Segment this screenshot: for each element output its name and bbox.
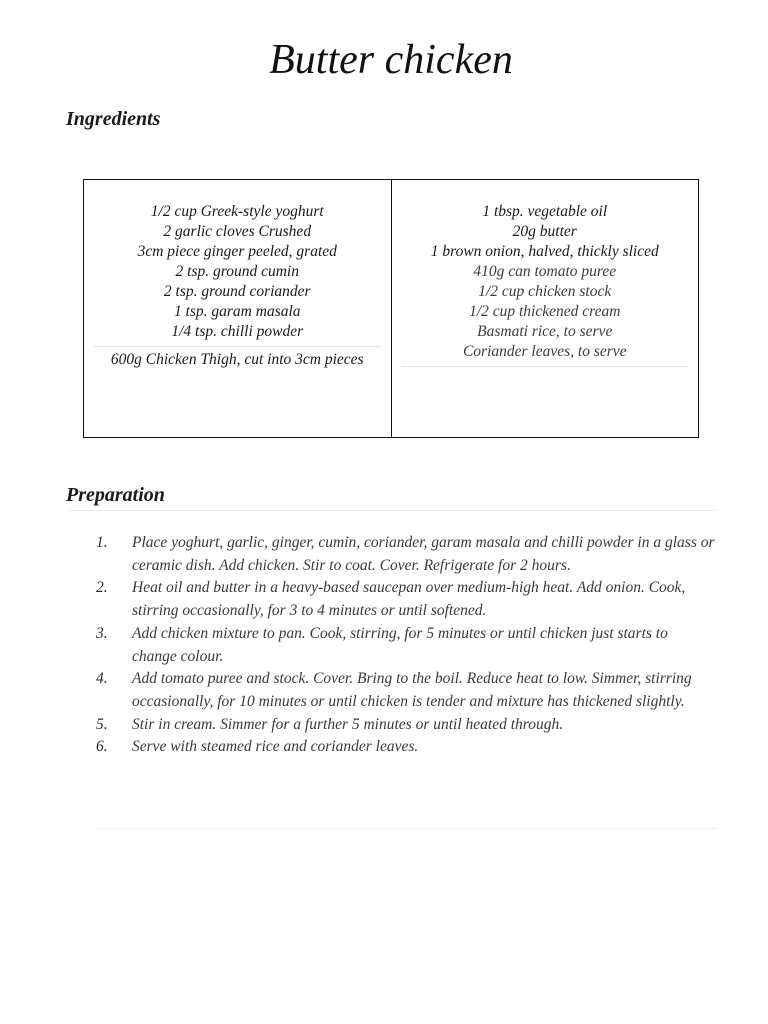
step-item <box>96 532 716 577</box>
divider <box>402 366 689 367</box>
ingredient-item: 3cm piece ginger peeled, grated <box>137 243 337 260</box>
step-text: Serve with steamed rice and coriander leaves. <box>132 738 419 756</box>
ingredient-item: 1 tsp. garam masala <box>173 303 301 320</box>
ingredient-item: 1/2 cup Greek-style yoghurt <box>150 203 324 220</box>
step-item <box>96 623 716 668</box>
ingredient-item-chicken: 600g Chicken Thigh, cut into 3cm pieces <box>94 346 381 370</box>
ingredient-item: 2 garlic cloves Crushed <box>163 223 312 240</box>
step-text: Stir in cream. Simmer for a further 5 minutes or until heated through. <box>132 715 564 733</box>
divider <box>66 510 717 511</box>
ingredients-column-left <box>84 180 392 437</box>
step-item <box>96 714 716 737</box>
step-text: Add tomato puree and stock. Cover. Bring to the boil. Reduce heat to low. Simmer, stirring occasionally, for 10 minutes or until chicken is tender and mixture has thickened slightly. <box>132 670 692 710</box>
step-text: Heat oil and butter in a heavy-based saucepan over medium-high heat. Add onion. Cook, stirring occasionally, for 3 to 4 minutes or until softened. <box>132 579 686 620</box>
ingredient-item: 1 tbsp. vegetable oil <box>482 203 608 220</box>
step-item <box>96 736 716 759</box>
ingredient-item: Basmati rice, to serve <box>477 323 613 340</box>
ingredients-column-right <box>392 180 699 437</box>
ingredients-heading: Ingredients <box>66 108 161 130</box>
step-item <box>96 668 716 713</box>
ingredient-item: 20g butter <box>512 223 577 240</box>
ingredient-item: 1/2 cup thickened cream <box>469 303 621 320</box>
preparation-steps <box>96 532 716 759</box>
page-title: Butter chicken <box>269 37 513 83</box>
divider <box>96 828 717 829</box>
ingredients-table <box>83 179 699 438</box>
preparation-heading: Preparation <box>66 484 165 506</box>
step-number: 6. <box>96 738 108 756</box>
step-text: Place yoghurt, garlic, ginger, cumin, coriander, garam masala and chilli powder in a glass or ceramic dish. Add chicken. Stir to coat. Cover. Refrigerate for 2 hours. <box>132 534 715 574</box>
ingredient-item: Coriander leaves, to serve <box>462 343 627 360</box>
ingredient-item: 1/4 tsp. chilli powder <box>171 323 304 340</box>
step-number: 3. <box>96 624 108 642</box>
ingredient-item: 2 tsp. ground coriander <box>163 283 311 300</box>
ingredient-item: 1/2 cup chicken stock <box>478 283 612 300</box>
step-item <box>96 577 716 622</box>
ingredient-item: 410g can tomato puree <box>473 263 617 280</box>
step-number: 4. <box>96 670 108 688</box>
step-number: 2. <box>96 579 108 597</box>
ingredient-item: 1 brown onion, halved, thickly sliced <box>430 243 659 260</box>
step-number: 1. <box>96 534 108 551</box>
step-text: Add chicken mixture to pan. Cook, stirring, for 5 minutes or until chicken just starts to change colour. <box>132 624 668 665</box>
step-number: 5. <box>96 715 108 733</box>
ingredient-item: 2 tsp. ground cumin <box>175 263 299 280</box>
